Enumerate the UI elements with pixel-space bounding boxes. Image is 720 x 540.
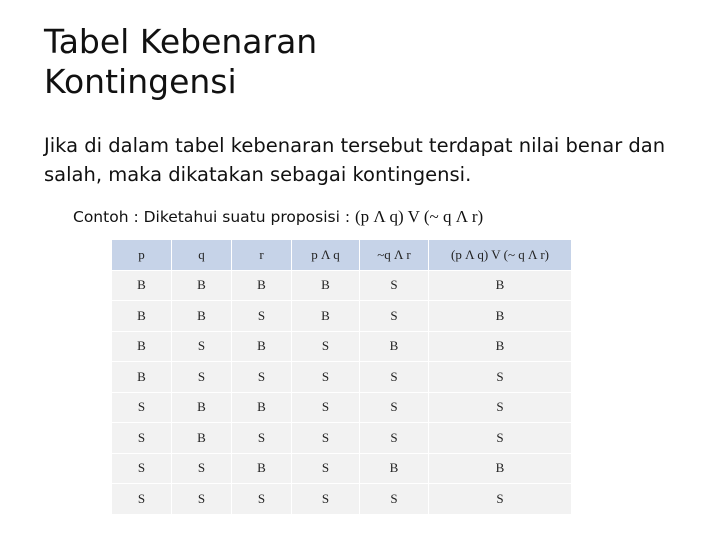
table-cell-result: B [429,271,572,302]
table-cell-p-and-q: B [292,301,360,332]
table-cell-r: S [232,484,292,515]
table-cell-not-q-and-r: B [360,332,429,363]
table-cell-p: B [112,332,172,363]
table-cell-p-and-q: B [292,271,360,302]
description-text: Jika di dalam tabel kebenaran tersebut terdapat nilai benar dan salah, maka dikatakan sebagai kontingensi. [44,134,666,186]
table-cell-result: S [429,393,572,424]
table-cell-p: B [112,271,172,302]
table-cell-q: B [172,423,232,454]
table-header-row [112,240,572,271]
table-cell-q: S [172,332,232,363]
table-cell-p-and-q: S [292,484,360,515]
table-cell-result: B [429,301,572,332]
table-cell-not-q-and-r: S [360,301,429,332]
table-row [112,423,572,454]
table-cell-p-and-q: S [292,393,360,424]
table-cell-r: S [232,423,292,454]
example-line [73,206,483,228]
table-cell-p: S [112,393,172,424]
table-cell-p-and-q: S [292,423,360,454]
table-cell-result: S [429,423,572,454]
table-cell-r: B [232,332,292,363]
table-cell-r: B [232,271,292,302]
table-cell-p: S [112,423,172,454]
table-cell-result: B [429,332,572,363]
table-cell-result: S [429,484,572,515]
table-cell-q: S [172,362,232,393]
table-cell-q: S [172,484,232,515]
table-cell-p: B [112,362,172,393]
example-label: Contoh : Diketahui suatu proposisi : [73,208,355,226]
table-cell-q: B [172,301,232,332]
table-cell-p: S [112,484,172,515]
title-line-2: Kontingensi [44,62,237,101]
table-cell-not-q-and-r: B [360,454,429,485]
table-cell-result: S [429,362,572,393]
table-row [112,362,572,393]
table-cell-not-q-and-r: S [360,423,429,454]
table-cell-r: B [232,454,292,485]
header-cell-p-and-q: p Λ q [292,240,360,271]
header-cell-p: p [112,240,172,271]
table-cell-not-q-and-r: S [360,271,429,302]
table-cell-not-q-and-r: S [360,362,429,393]
header-cell-r: r [232,240,292,271]
table-cell-q: B [172,393,232,424]
table-row [112,393,572,424]
table-cell-p: B [112,301,172,332]
table-cell-p: S [112,454,172,485]
table-cell-r: S [232,301,292,332]
table-cell-q: S [172,454,232,485]
table-cell-r: B [232,393,292,424]
example-formula: (p Λ q) V (~ q Λ r) [355,207,484,226]
table-row [112,301,572,332]
table-cell-not-q-and-r: S [360,484,429,515]
truth-table [112,240,572,515]
table-row [112,484,572,515]
table-row [112,332,572,363]
table-cell-not-q-and-r: S [360,393,429,424]
header-cell-not-q-and-r: ~q Λ r [360,240,429,271]
table-row [112,454,572,485]
slide-title [44,22,317,102]
table-cell-q: B [172,271,232,302]
header-cell-q: q [172,240,232,271]
table-cell-result: B [429,454,572,485]
header-cell-result: (p Λ q) V (~ q Λ r) [429,240,572,271]
table-cell-p-and-q: S [292,362,360,393]
title-line-1: Tabel Kebenaran [44,22,318,61]
table-row [112,271,572,302]
table-cell-p-and-q: S [292,454,360,485]
table-cell-p-and-q: S [292,332,360,363]
table-cell-r: S [232,362,292,393]
